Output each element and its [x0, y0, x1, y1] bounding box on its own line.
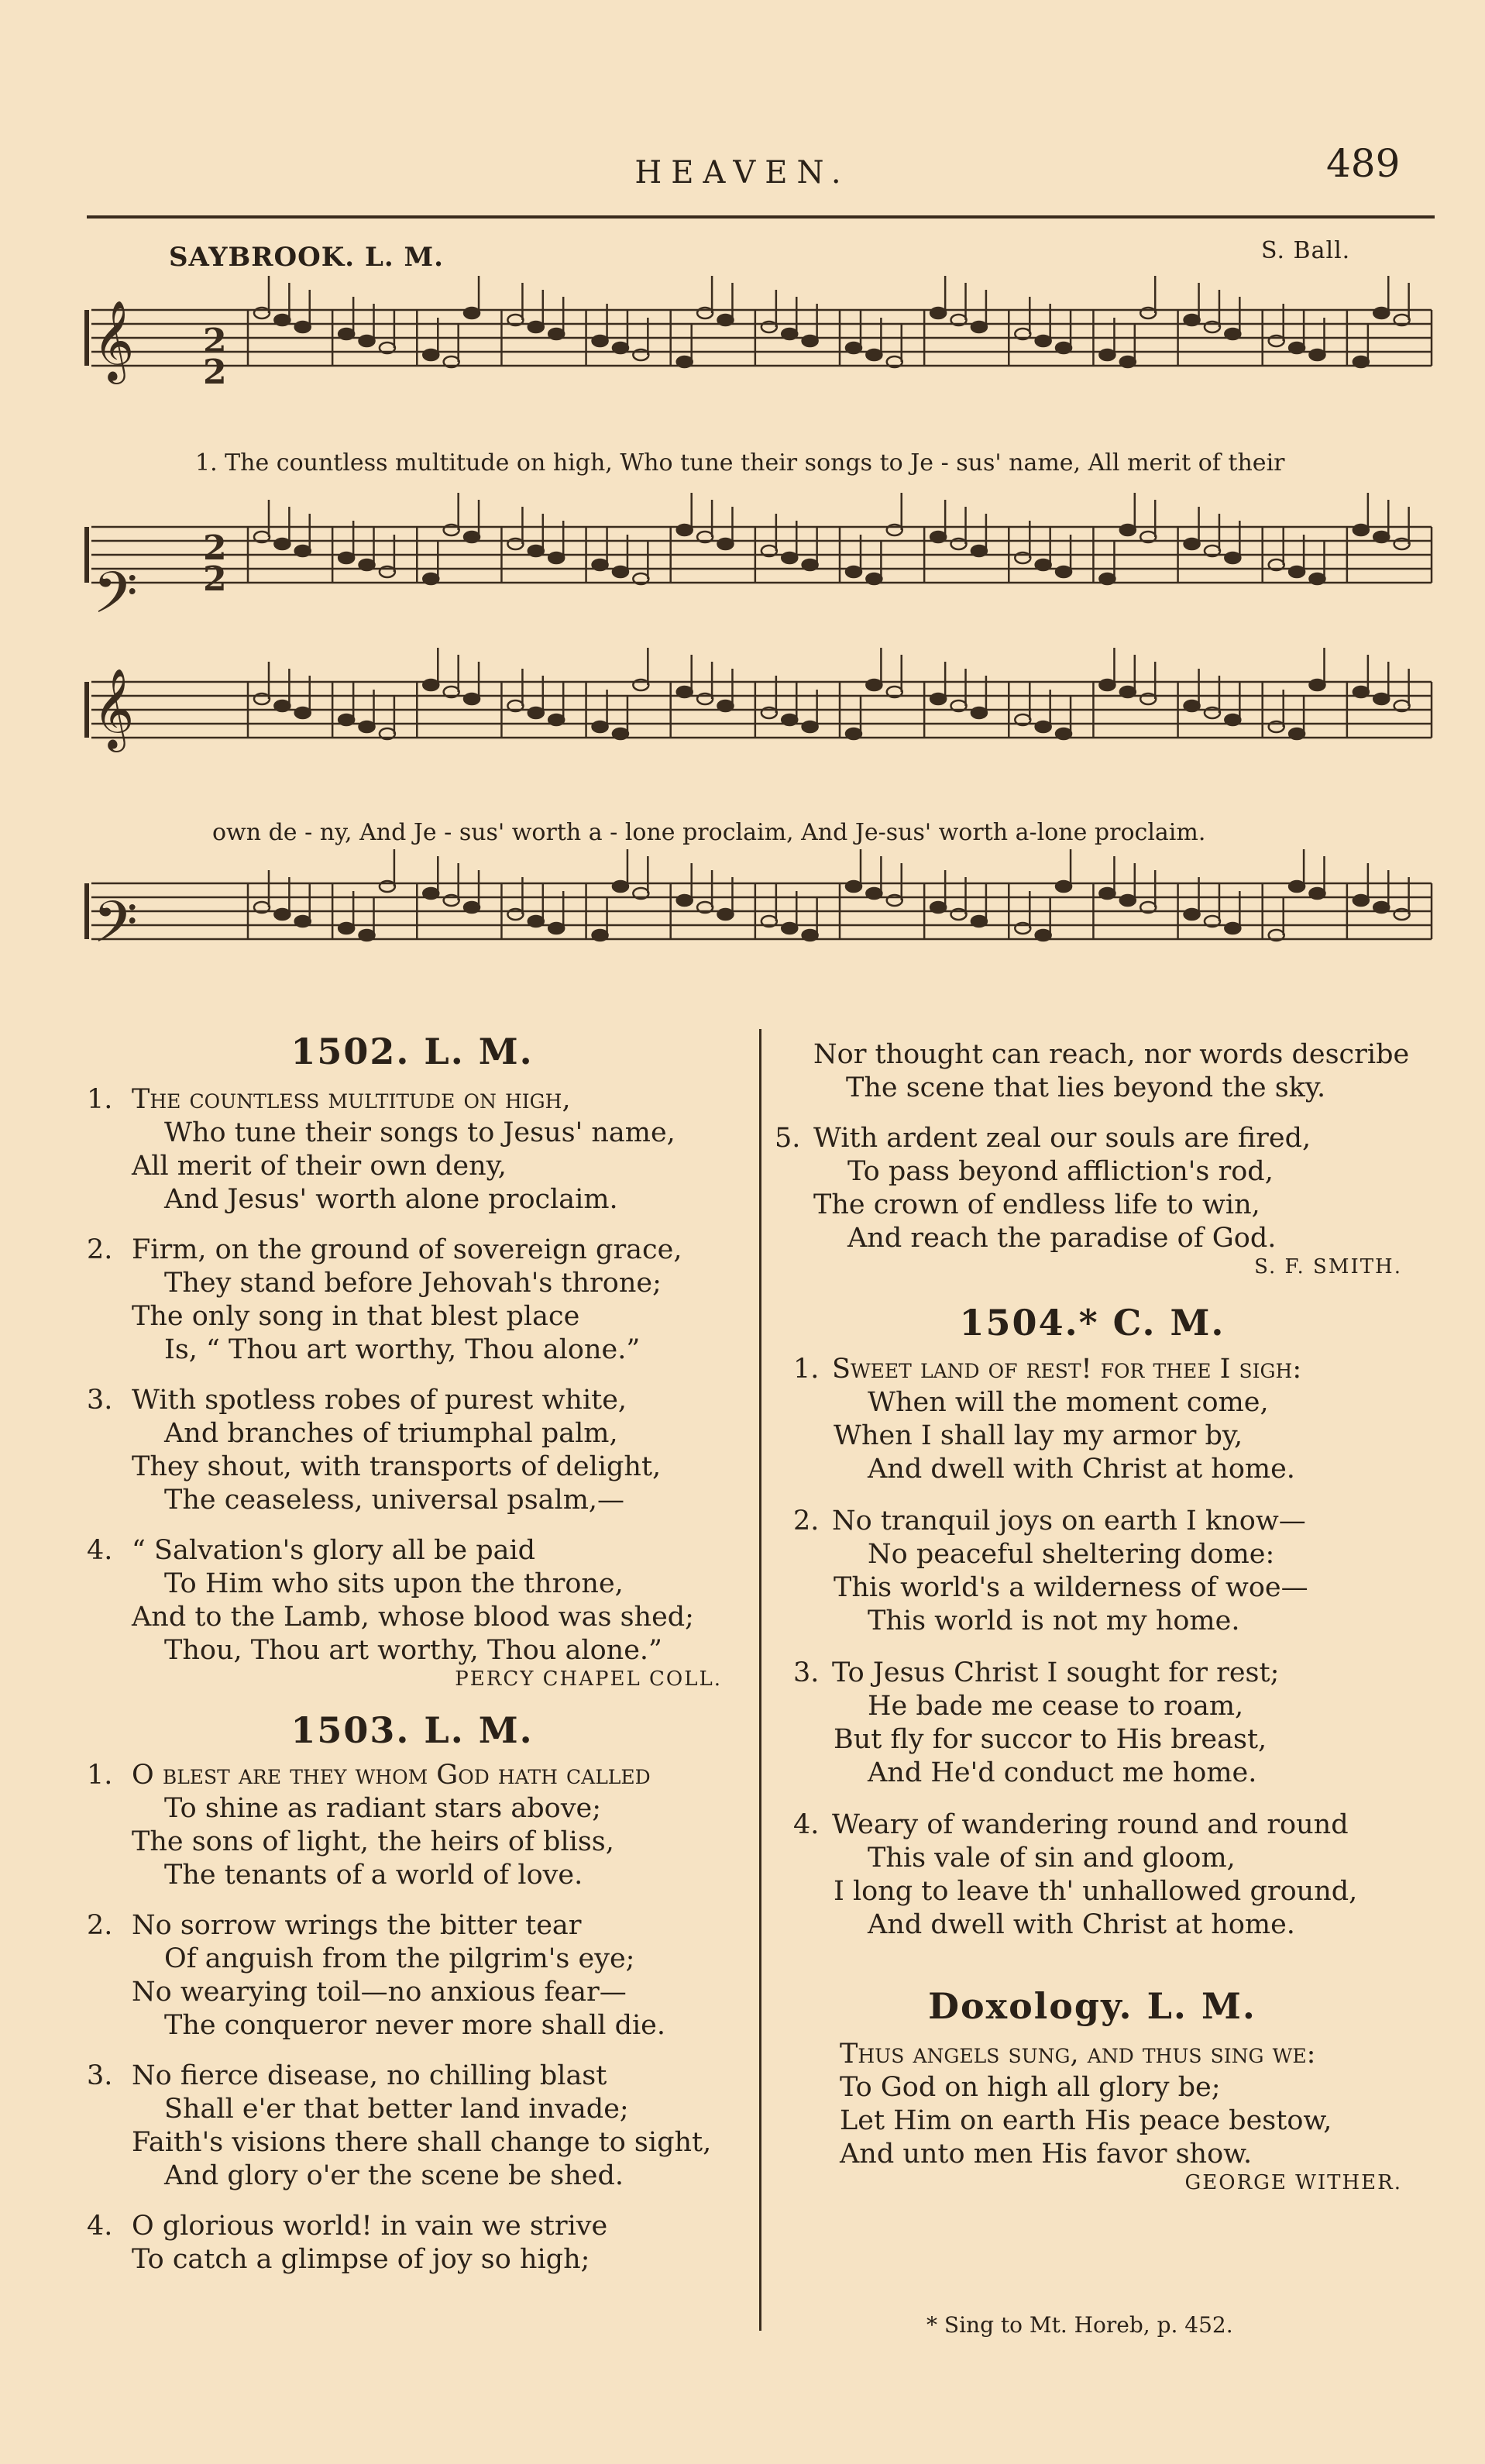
note-head	[803, 336, 818, 346]
note-head	[803, 559, 818, 570]
note-head	[528, 545, 544, 556]
note-head	[1120, 525, 1136, 535]
note-head	[1225, 714, 1240, 725]
note-head	[613, 342, 628, 353]
column-divider	[759, 1029, 761, 2331]
note-head	[846, 728, 861, 739]
hymn-1504-verse	[775, 1505, 1410, 1638]
verse-number: 2.	[87, 1234, 113, 1265]
verse-line: To God on high all glory be;	[840, 2072, 1221, 2103]
note-head	[803, 721, 818, 732]
verse-line: No tranquil joys on earth I know—	[832, 1506, 1306, 1537]
note-head	[339, 552, 354, 563]
note-head	[528, 707, 544, 718]
verse-line: Firm, on the ground of sovereign grace,	[132, 1234, 682, 1265]
note-head	[1309, 888, 1325, 899]
note-head	[1353, 687, 1369, 697]
hymn-1503-attribution: S. F. SMITH.	[1254, 1255, 1402, 1278]
hymn-1504-title: 1504.* C. M.	[959, 1302, 1225, 1344]
note-head	[971, 322, 987, 332]
verse-number: 3.	[87, 2060, 113, 2091]
verse-line: I long to leave th' unhallowed ground,	[834, 1876, 1358, 1907]
note-head	[1309, 573, 1325, 584]
bass-clef-icon: 𝄢	[93, 559, 138, 641]
note-head	[846, 881, 861, 892]
verse-line: Thus angels sung, and thus sing we:	[840, 2039, 1316, 2070]
note-head	[339, 714, 354, 725]
verse-line: This world's a wilderness of woe—	[834, 1572, 1308, 1603]
note-head	[359, 559, 375, 570]
note-head	[1309, 349, 1325, 360]
note-head	[1373, 532, 1389, 542]
treble-clef-icon: 𝄞	[93, 300, 135, 381]
note-head	[1353, 525, 1369, 535]
note-head	[593, 559, 608, 570]
note-head	[1289, 566, 1305, 577]
verse-line: Is, “ Thou art worthy, Thou alone.”	[164, 1334, 641, 1365]
verse-line: O glorious world! in vain we strive	[132, 2211, 608, 2242]
time-signature: 2	[203, 322, 227, 361]
note-head	[717, 909, 733, 920]
note-head	[1099, 888, 1115, 899]
verse-line: And branches of triumphal palm,	[164, 1418, 618, 1449]
verse-line: When I shall lay my armor by,	[834, 1420, 1243, 1451]
note-head	[971, 545, 987, 556]
note-head	[866, 680, 882, 690]
verse-line: O blest are they whom God hath called	[132, 1760, 651, 1791]
note-head	[593, 930, 608, 941]
verse-line: No wearying toil—no anxious fear—	[132, 1977, 627, 2008]
note-head	[1373, 308, 1389, 318]
verse-line: The tenants of a world of love.	[164, 1860, 583, 1891]
note-head	[1036, 336, 1051, 346]
score-lyrics-line-2: own de - ny, And Je - sus' worth a - lone proclaim, And Je-sus' worth a-lone proclaim.	[212, 819, 1206, 846]
note-head	[1353, 895, 1369, 906]
note-head	[548, 714, 564, 725]
bass-clef-icon-2: 𝄢	[93, 889, 138, 970]
note-head	[359, 721, 375, 732]
hymn-1503-title: 1503. L. M.	[290, 1709, 534, 1751]
note-head	[866, 888, 882, 899]
note-head	[1184, 539, 1200, 549]
score-lyrics-line-1: 1. The countless multitude on high, Who tune their songs to Je - sus' name, All merit of their	[195, 449, 1285, 477]
tune-name: SAYBROOK. L. M.	[169, 242, 445, 273]
verse-line: And unto men His favor show.	[840, 2139, 1253, 2170]
note-head	[359, 336, 375, 346]
note-head	[295, 707, 311, 718]
verse-number: 1.	[793, 1354, 820, 1385]
note-head	[274, 315, 290, 325]
verse-line: This world is not my home.	[868, 1605, 1240, 1636]
left-column	[87, 1031, 737, 2276]
note-head	[1120, 687, 1136, 697]
note-head	[1289, 728, 1305, 739]
verse-line: This vale of sin and gloom,	[868, 1843, 1236, 1874]
note-head	[613, 728, 628, 739]
hymn-1502-title: 1502. L. M.	[290, 1031, 534, 1072]
note-head	[295, 545, 311, 556]
note-head	[274, 909, 290, 920]
note-head	[1309, 680, 1325, 690]
note-head	[548, 552, 564, 563]
note-head	[677, 356, 693, 367]
note-head	[339, 923, 354, 934]
note-head	[274, 700, 290, 711]
running-head: HEAVEN.	[634, 155, 851, 191]
note-head	[1056, 881, 1071, 892]
verse-line: To shine as radiant stars above;	[164, 1793, 601, 1824]
verse-line: The sons of light, the heirs of bliss,	[132, 1826, 614, 1857]
time-signature: 2	[203, 353, 227, 392]
note-head	[782, 714, 797, 725]
note-head	[803, 930, 818, 941]
note-head	[930, 532, 946, 542]
note-head	[677, 687, 693, 697]
note-head	[717, 700, 733, 711]
note-head	[295, 916, 311, 927]
note-head	[295, 322, 311, 332]
note-head	[528, 916, 544, 927]
note-head	[464, 532, 480, 542]
hymn-1502-verse	[87, 1234, 737, 1367]
verse-number: 4.	[793, 1809, 820, 1840]
note-head	[930, 693, 946, 704]
doxology-attribution: GEORGE WITHER.	[1184, 2171, 1402, 2194]
verse-line: He bade me cease to roam,	[868, 1691, 1244, 1722]
verse-line: With ardent zeal our souls are fired,	[813, 1123, 1311, 1154]
hymn-1503-verse	[87, 1759, 737, 1892]
hymn-1503-verse-continued	[775, 1038, 1410, 1105]
note-head	[1289, 881, 1305, 892]
verse-line: They stand before Jehovah's throne;	[164, 1268, 662, 1299]
verse-line: “ Salvation's glory all be paid	[132, 1535, 536, 1566]
verse-line: Faith's visions there shall change to sight,	[132, 2127, 712, 2158]
time-signature: 2	[203, 528, 227, 568]
note-head	[274, 539, 290, 549]
verse-line: Of anguish from the pilgrim's eye;	[164, 1943, 635, 1974]
footnote: * Sing to Mt. Horeb, p. 452.	[926, 2312, 1233, 2338]
verse-line: The conqueror never more shall die.	[164, 2010, 666, 2041]
note-head	[1225, 923, 1240, 934]
note-head	[548, 923, 564, 934]
note-head	[548, 329, 564, 339]
music-score	[0, 0, 1485, 1007]
verse-number: 5.	[775, 1123, 801, 1154]
verse-line: And dwell with Christ at home.	[868, 1909, 1295, 1940]
verse-line: Shall e'er that better land invade;	[164, 2094, 629, 2125]
note-head	[930, 902, 946, 913]
hymn-1503-verse	[775, 1122, 1410, 1255]
note-head	[593, 336, 608, 346]
verse-line: All merit of their own deny,	[132, 1151, 507, 1182]
verse-line: To pass beyond affliction's rod,	[847, 1156, 1274, 1187]
note-head	[1289, 342, 1305, 353]
hymn-1502-verse	[87, 1384, 737, 1517]
note-head	[930, 308, 946, 318]
doxology-verse	[775, 2038, 1410, 2171]
note-head	[717, 539, 733, 549]
note-head	[782, 923, 797, 934]
note-head	[593, 721, 608, 732]
note-head	[423, 349, 438, 360]
note-head	[1056, 728, 1071, 739]
note-head	[613, 566, 628, 577]
hymn-1502-attribution: PERCY CHAPEL COLL.	[455, 1667, 722, 1691]
tune-composer: S. Ball.	[1261, 237, 1351, 264]
note-head	[359, 930, 375, 941]
note-head	[677, 525, 693, 535]
note-head	[423, 680, 438, 690]
note-head	[971, 707, 987, 718]
verse-line: When will the moment come,	[868, 1387, 1269, 1418]
note-head	[677, 895, 693, 906]
note-head	[1184, 700, 1200, 711]
verse-number: 2.	[87, 1910, 113, 1941]
verse-line: The scene that lies beyond the sky.	[846, 1072, 1326, 1103]
note-head	[717, 315, 733, 325]
note-head	[1353, 356, 1369, 367]
hymn-1502-verse	[87, 1083, 737, 1217]
note-head	[423, 573, 438, 584]
note-head	[866, 349, 882, 360]
verse-line: To catch a glimpse of joy so high;	[132, 2244, 590, 2275]
note-head	[1120, 895, 1136, 906]
verse-line: Let Him on earth His peace bestow,	[840, 2105, 1332, 2136]
note-head	[1373, 693, 1389, 704]
note-head	[1056, 566, 1071, 577]
verse-number: 1.	[87, 1760, 113, 1791]
note-head	[782, 329, 797, 339]
verse-line: And glory o'er the scene be shed.	[164, 2160, 624, 2191]
verse-line: Nor thought can reach, nor words describe	[813, 1039, 1410, 1070]
verse-line: No fierce disease, no chilling blast	[132, 2060, 607, 2091]
hymn-1504-verse	[775, 1808, 1410, 1942]
verse-line: And dwell with Christ at home.	[868, 1454, 1295, 1485]
note-head	[782, 552, 797, 563]
right-column	[775, 1038, 1410, 2194]
verse-line: The only song in that blest place	[132, 1301, 580, 1332]
verse-line: To Jesus Christ I sought for rest;	[832, 1657, 1280, 1688]
hymn-1502-verse	[87, 1534, 737, 1667]
verse-line: Weary of wandering round and round	[832, 1809, 1349, 1840]
verse-number: 3.	[87, 1385, 113, 1416]
verse-number: 4.	[87, 1535, 113, 1566]
note-head	[613, 881, 628, 892]
note-head	[1099, 349, 1115, 360]
treble-clef-icon-2: 𝄞	[93, 668, 135, 749]
hymn-1503-verse	[87, 1909, 737, 2042]
verse-line: They shout, with transports of delight,	[132, 1451, 662, 1482]
note-head	[866, 573, 882, 584]
doxology-title: Doxology. L. M.	[928, 1985, 1256, 2027]
verse-number: 1.	[87, 1084, 113, 1115]
note-head	[528, 322, 544, 332]
hymn-1503-verse	[87, 2060, 737, 2193]
note-head	[846, 342, 861, 353]
hymn-1504-verse	[775, 1657, 1410, 1790]
verse-line: The crown of endless life to win,	[813, 1189, 1260, 1220]
note-head	[1225, 552, 1240, 563]
note-head	[1225, 329, 1240, 339]
verse-line: And Jesus' worth alone proclaim.	[164, 1184, 618, 1215]
verse-number: 2.	[793, 1506, 820, 1537]
note-head	[464, 902, 480, 913]
note-head	[846, 566, 861, 577]
page-number: 489	[1326, 141, 1401, 186]
hymn-1504-verse	[775, 1353, 1410, 1486]
note-head	[1184, 315, 1200, 325]
note-head	[1120, 356, 1136, 367]
verse-line: And He'd conduct me home.	[868, 1757, 1257, 1788]
note-head	[1184, 909, 1200, 920]
note-head	[339, 329, 354, 339]
note-head	[1036, 559, 1051, 570]
verse-line: And to the Lamb, whose blood was shed;	[132, 1602, 694, 1633]
verse-line: Sweet land of rest! for thee I sigh:	[832, 1354, 1302, 1385]
verse-line: But fly for succor to His breast,	[834, 1724, 1267, 1755]
note-head	[1036, 721, 1051, 732]
verse-number: 3.	[793, 1657, 820, 1688]
verse-line: With spotless robes of purest white,	[132, 1385, 627, 1416]
note-head	[1373, 902, 1389, 913]
time-signature: 2	[203, 559, 227, 599]
verse-line: No sorrow wrings the bitter tear	[132, 1910, 582, 1941]
verse-number: 4.	[87, 2211, 113, 2242]
note-head	[1099, 573, 1115, 584]
note-head	[1099, 680, 1115, 690]
note-head	[464, 693, 480, 704]
note-head	[423, 888, 438, 899]
note-head	[971, 916, 987, 927]
verse-line: Thou, Thou art worthy, Thou alone.”	[164, 1635, 662, 1666]
verse-line: And reach the paradise of God.	[847, 1223, 1277, 1254]
verse-line: No peaceful sheltering dome:	[868, 1539, 1275, 1570]
verse-line: The ceaseless, universal psalm,—	[164, 1485, 625, 1516]
note-head	[1036, 930, 1051, 941]
hymn-1503-verse	[87, 2210, 737, 2276]
note-head	[1056, 342, 1071, 353]
verse-line: To Him who sits upon the throne,	[164, 1568, 624, 1599]
note-head	[464, 308, 480, 318]
verse-line: The countless multitude on high,	[132, 1084, 571, 1115]
verse-line: Who tune their songs to Jesus' name,	[164, 1117, 675, 1148]
